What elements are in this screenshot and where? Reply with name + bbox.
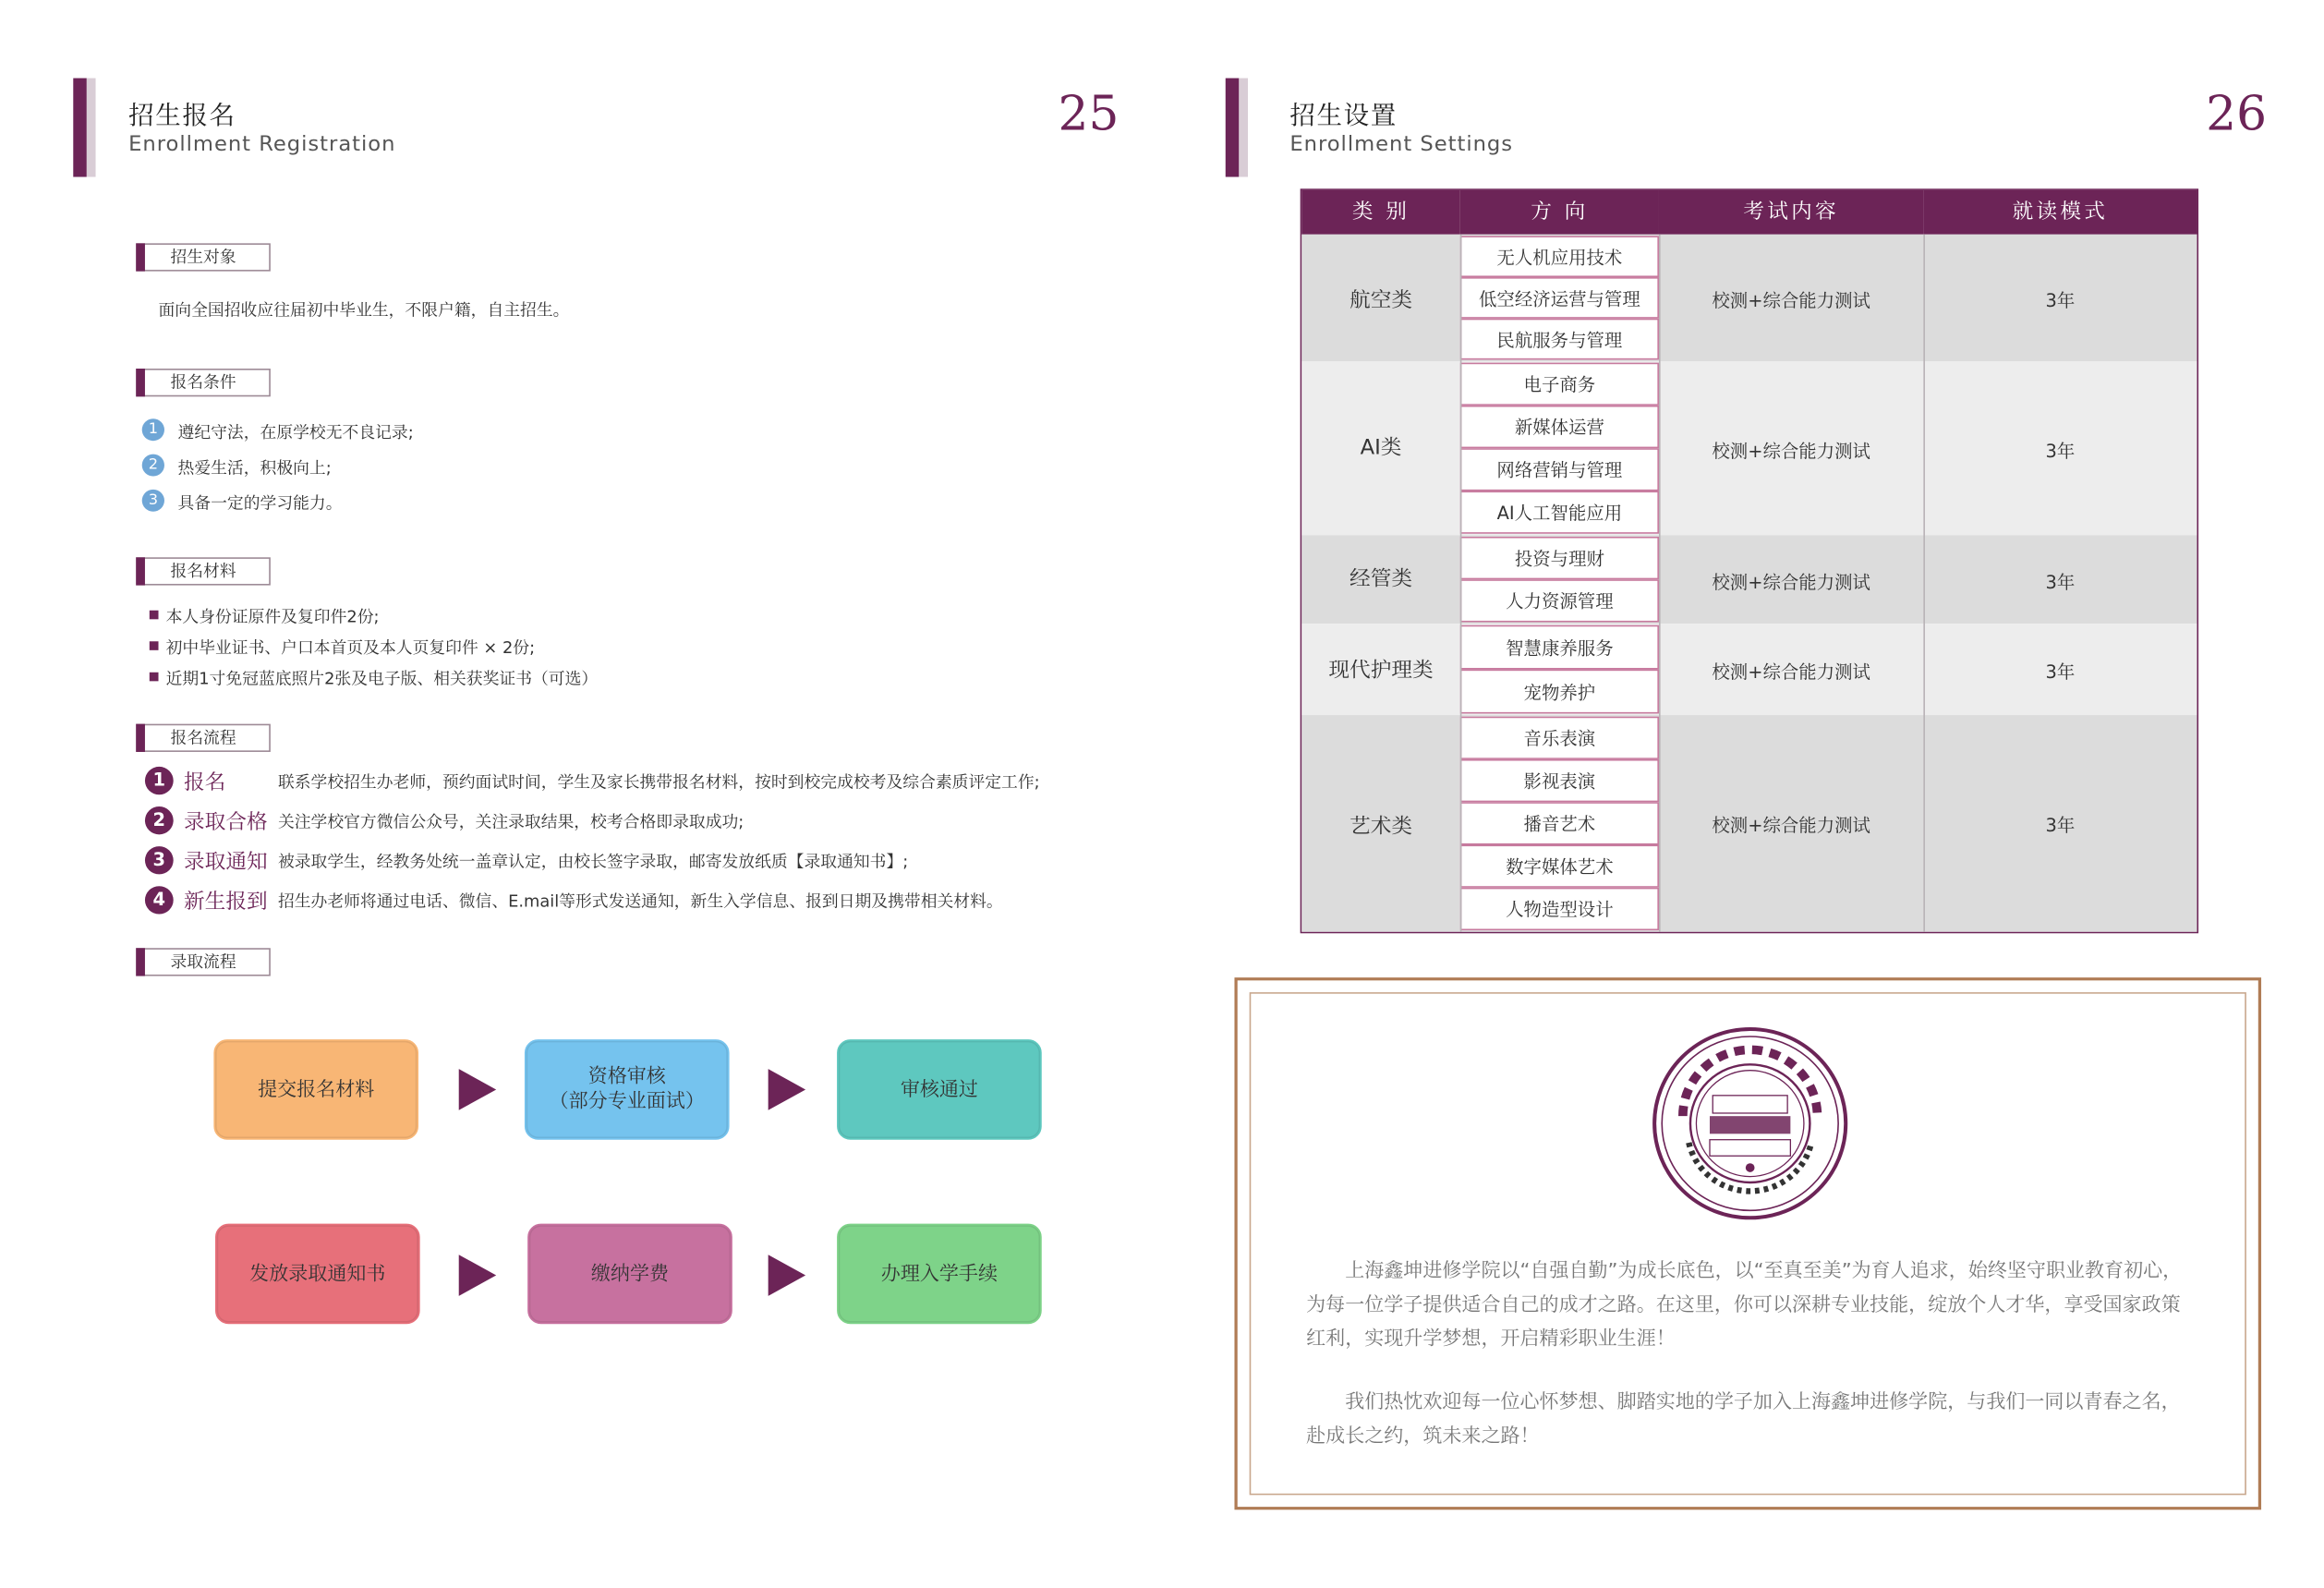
process-step-number-4: 4 — [145, 886, 174, 914]
process-step-number-1: 1 — [145, 767, 174, 794]
flow-arrow-icon — [769, 1069, 805, 1110]
direction-cell: 网络营销与管理 — [1460, 448, 1659, 491]
flow-arrow-icon — [459, 1255, 496, 1296]
section-label-process: 报名流程 — [136, 724, 271, 752]
university-intro-card — [1234, 977, 2261, 1509]
process-step-text-4: 招生办老师将通过电话、微信、E.mail等形式发送通知，新生入学信息、报到日期及携带相关材料。 — [277, 891, 1003, 912]
right-header-bar — [1226, 79, 1240, 177]
flow-box-pay-tuition — [527, 1224, 732, 1325]
table-header-mode: 就读模式 — [1923, 190, 2197, 235]
condition-text-3: 具备一定的学习能力。 — [177, 493, 343, 514]
table-divider — [1460, 235, 1462, 932]
direction-cell: 投资与理财 — [1460, 537, 1659, 579]
process-step-title-1: 报名 — [184, 770, 226, 795]
section-label-admission-flow: 录取流程 — [136, 948, 271, 976]
material-text-2: 初中毕业证书、户口本首页及本人页复印件 × 2份; — [165, 638, 536, 658]
section-label-materials: 报名材料 — [136, 557, 271, 585]
condition-text-2: 热爱生活，积极向上; — [177, 458, 332, 479]
exam-cell: 校测+综合能力测试 — [1712, 572, 1870, 593]
process-step-text-2: 关注学校官方微信公众号，关注录取结果，校考合格即录取成功; — [277, 812, 744, 832]
right-page-subtitle: Enrollment Settings — [1289, 132, 1514, 157]
condition-number-1: 1 — [142, 418, 164, 441]
right-header-bar-accent — [1239, 79, 1248, 177]
enrollment-settings-table — [1301, 188, 2198, 933]
direction-cell: 音乐表演 — [1460, 717, 1659, 759]
table-header-direction: 方 向 — [1460, 190, 1659, 235]
mode-cell: 3年 — [2045, 572, 2076, 593]
exam-cell: 校测+综合能力测试 — [1712, 290, 1870, 311]
category-cell: AI类 — [1360, 436, 1402, 460]
direction-cell: 影视表演 — [1460, 759, 1659, 802]
direction-cell: 数字媒体艺术 — [1460, 845, 1659, 888]
direction-cell: AI人工智能应用 — [1460, 491, 1659, 533]
flow-box-text: 发放录取通知书 — [249, 1262, 386, 1285]
direction-cell: 宠物养护 — [1460, 670, 1659, 714]
direction-cell: 播音艺术 — [1460, 802, 1659, 844]
exam-cell: 校测+综合能力测试 — [1712, 441, 1870, 462]
flow-box-text: 审核通过 — [900, 1078, 978, 1101]
process-step-number-3: 3 — [145, 846, 174, 874]
direction-cell: 无人机应用技术 — [1460, 236, 1659, 277]
material-bullet-1 — [150, 611, 159, 620]
table-divider — [1923, 235, 1925, 932]
flow-box-enrollment-procedures — [837, 1224, 1042, 1325]
category-cell: 艺术类 — [1350, 815, 1413, 840]
section-label-conditions: 报名条件 — [136, 369, 271, 396]
condition-number-2: 2 — [142, 455, 164, 477]
flow-arrow-icon — [769, 1255, 805, 1296]
table-header-category: 类 别 — [1301, 190, 1460, 235]
category-cell: 经管类 — [1350, 567, 1413, 591]
mode-cell: 3年 — [2045, 661, 2076, 683]
process-step-text-3: 被录取学生，经教务处统一盖章认定，由校长签字录取，邮寄发放纸质【录取通知书】; — [277, 852, 909, 872]
category-cell: 现代护理类 — [1328, 659, 1434, 683]
mode-cell: 3年 — [2045, 290, 2076, 311]
table-divider — [1659, 235, 1661, 932]
left-page-number: 25 — [1058, 85, 1120, 142]
card-paragraph-2: 我们热忱欢迎每一位心怀梦想、脚踏实地的学子加入上海鑫坤进修学院，与我们一同以青春之名，赴成长之约，筑未来之路！ — [1306, 1391, 2181, 1449]
process-step-number-2: 2 — [145, 806, 174, 834]
direction-cell: 低空经济运营与管理 — [1460, 277, 1659, 319]
material-bullet-2 — [150, 641, 159, 650]
category-cell: 航空类 — [1350, 288, 1413, 313]
exam-cell: 校测+综合能力测试 — [1712, 815, 1870, 836]
flow-box-submit-materials — [213, 1039, 418, 1140]
university-seal-icon — [1650, 1024, 1850, 1222]
flow-box-text: 缴纳学费 — [590, 1262, 670, 1285]
flow-box-subtext: （部分专业面试） — [549, 1091, 705, 1113]
direction-cell: 人力资源管理 — [1460, 579, 1659, 622]
mode-cell: 3年 — [2045, 815, 2076, 836]
left-header-bar-accent — [87, 79, 96, 177]
process-step-title-4: 新生报到 — [184, 890, 268, 915]
condition-number-3: 3 — [142, 490, 164, 512]
table-header-exam: 考试内容 — [1659, 190, 1923, 235]
process-step-title-2: 录取合格 — [184, 810, 268, 835]
flow-arrow-icon — [459, 1069, 496, 1110]
flow-box-text: 提交报名材料 — [258, 1078, 375, 1101]
left-page-title: 招生报名 — [128, 102, 236, 132]
material-bullet-3 — [150, 673, 159, 682]
direction-cell: 智慧康养服务 — [1460, 625, 1659, 670]
target-text: 面向全国招收应往届初中毕业生，不限户籍，自主招生。 — [158, 300, 570, 321]
material-text-3: 近期1寸免冠蓝底照片2张及电子版、相关获奖证书（可选） — [165, 669, 599, 689]
right-page-number: 26 — [2206, 85, 2268, 142]
flow-box-issue-notice — [215, 1224, 420, 1325]
direction-cell: 电子商务 — [1460, 363, 1659, 406]
left-header-bar — [73, 79, 87, 177]
flow-box-text: 办理入学手续 — [880, 1262, 999, 1285]
flow-box-text: 资格审核 — [587, 1065, 666, 1088]
right-page-title: 招生设置 — [1289, 102, 1398, 132]
direction-cell: 新媒体运营 — [1460, 406, 1659, 448]
flow-box-qualification-review — [525, 1039, 730, 1140]
process-step-title-3: 录取通知 — [184, 850, 268, 875]
process-step-text-1: 联系学校招生办老师，预约面试时间，学生及家长携带报名材料，按时到校完成校考及综合素质评定工作; — [277, 772, 1040, 793]
card-paragraph-1: 上海鑫坤进修学院以“自强自勤”为成长底色，以“至真至美”为育人追求，始终坚守职业教育初心，为每一位学子提供适合自己的成才之路。在这里，你可以深耕专业技能，绽放个人才华，享受国家政策红利，实现升学梦想，开启精彩职业生涯！ — [1306, 1260, 2183, 1351]
mode-cell: 3年 — [2045, 441, 2076, 462]
left-page-subtitle: Enrollment Registration — [128, 132, 396, 157]
flow-box-review-passed — [837, 1039, 1042, 1140]
section-label-target: 招生对象 — [136, 243, 271, 271]
condition-text-1: 遵纪守法，在原学校无不良记录; — [177, 423, 414, 442]
exam-cell: 校测+综合能力测试 — [1712, 661, 1870, 683]
material-text-1: 本人身份证原件及复印件2份; — [165, 607, 380, 627]
direction-cell: 民航服务与管理 — [1460, 319, 1659, 360]
direction-cell: 人物造型设计 — [1460, 888, 1659, 930]
